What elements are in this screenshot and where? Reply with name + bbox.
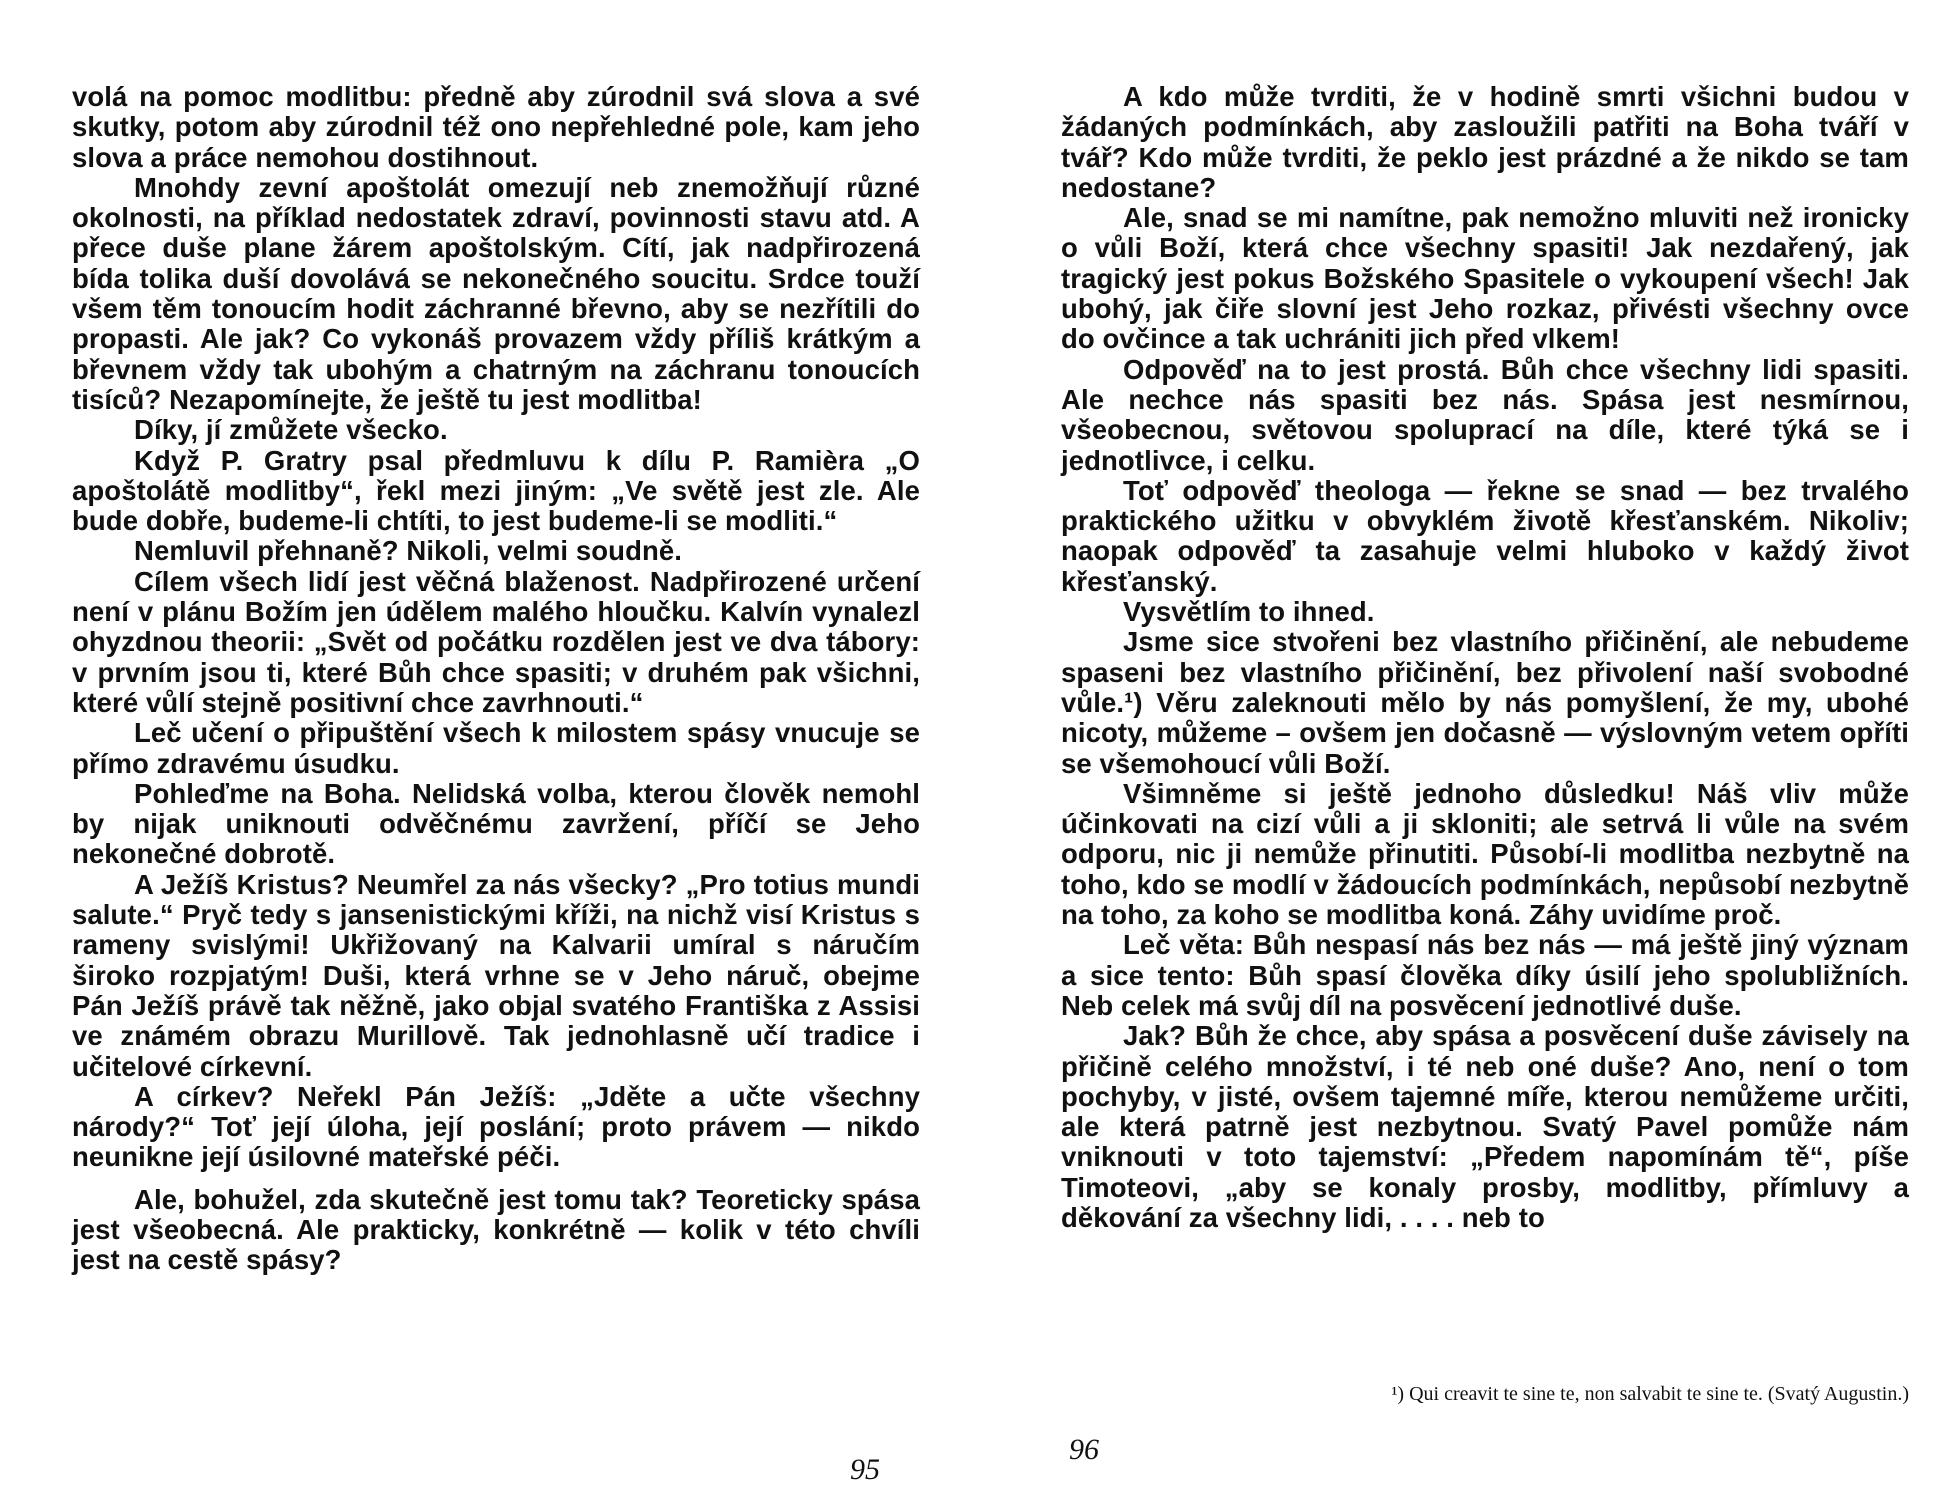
paragraph: A církev? Neřekl Pán Ježíš: „Jděte a učte všechny národy?“ Toť její úloha, její poslání; proto právem — nikdo neunikne její úsilovné mateřské péči. [72,1080,920,1173]
paragraph: Nemluvil přehnaně? Nikoli, velmi soudně. [134,535,683,567]
right-page [979,0,1958,1500]
paragraph: Jak? Bůh že chce, aby spása a posvěcení duše závisely na přičině celého množství, i té neb oné duše? Ano, není o tom pochyby, v jisté, ovšem tajemné míře, kterou nemůžeme určiti, ale která patrně jest nezbytnou. Svatý Pavel pomůže nám vniknouti v toto tajemství: „Předem napomínám tě“, píše Timoteovi, „aby se konaly prosby, modlitby, přímluvy a děkování za všechny lidi, . . . . neb to [1061,1020,1909,1233]
page-number: 96 [1069,1433,1099,1466]
paragraph: Všimněme si ještě jednoho důsledku! Náš vliv může účinkovati na cizí vůli a ji skloniti; ale setrvá li vůle na svém odporu, nic ji nemůže přinutiti. Působí-li modlitba nezbytně na toho, kdo se modlí v žádoucích podmínkách, nepůsobí nezbytně na toho, za koho se modlitba koná. Záhy uvidíme proč. [1061,777,1909,931]
paragraph: A Ježíš Kristus? Neumřel za nás všecky? „Pro totius mundi salute.“ Pryč tedy s jansenistickými kříži, na nichž visí Kristus s rameny svislými! Ukřižovaný na Kalvarii umíral s náručím široko rozpjatým! Duši, která vrhne se v Jeho náruč, obejme Pán Ježíš právě tak něžně, jako objal svatého Františka z Assisi ve známém obrazu Murillově. Tak jednohlasně učí tradice i učitelové církevní. [72,868,920,1082]
paragraph: Vysvětlím to ihned. [1123,596,1375,628]
left-page-text [72,82,920,1276]
paragraph: Leč věta: Bůh nespasí nás bez nás — má ještě jiný význam a sice tento: Bůh spasí člověka díky úsilí jeho spolubližních. Neb celek má svůj díl na posvěcení jednotlivé duše. [1061,929,1909,1021]
paragraph: Ale, snad se mi namítne, pak nemožno mluviti než ironicky o vůli Boží, která chce všechny spasiti! Jak nezdařený, jak tragický jest pokus Božského Spasitele o vykoupení všech! Jak ubohý, jak čiře slovní jest Jeho rozkaz, přivésti všechny ovce do ovčince a tak uchrániti jich před vlkem! [1061,202,1909,355]
paragraph: Když P. Gratry psal předmluvu k dílu P. Ramièra „O apoštolátě modlitby“, řekl mezi jiným: „Ve světě jest zle. Ale bude dobře, budeme-li chtíti, to jest budeme-li se modliti.“ [72,444,920,537]
paragraph: Leč učení o připuštění všech k milostem spásy vnucuje se přímo zdravému úsudku. [72,717,920,779]
paragraph: volá na pomoc modlitbu: předně aby zúrodnil svá slova a své skutky, potom aby zúrodnil též ono nepřehledné pole, kam jeho slova a práce nemohou dostihnout. [72,81,920,173]
paragraph: Toť odpověď theologa — řekne se snad — bez trvalého praktického užitku v obvyklém životě křesťanském. Nikoliv; naopak odpověď ta zasahuje velmi hluboko v každý život křesťanský. [1061,474,1909,597]
paragraph: Pohleďme na Boha. Nelidská volba, kterou člověk nemohl by nijak uniknouti odvěčnému zavržení, příčí se Jeho nekonečné dobrotě. [72,777,920,870]
paragraph: Mnohdy zevní apoštolát omezují neb znemožňují různé okolnosti, na příklad nedostatek zdraví, povinnosti stavu atd. A přece duše plane žárem apoštolským. Cítí, jak nadpřirozená bída tolika duší dovolává se nekonečného soucitu. Srdce touží všem těm tonoucím hodit záchranné břevno, aby se nezřítili do propasti. Ale jak? Co vykonáš provazem vždy příliš krátkým a břevnem vždy tak ubohým a chatrným na záchranu tonoucích tisíců? Nezapomínejte, že ještě tu jest modlitba! [72,171,920,415]
paragraph: Díky, jí zmůžete všecko. [134,414,448,446]
paragraph: A kdo může tvrditi, že v hodině smrti všichni budou v žádaných podmínkách, aby zasloužili patřiti na Boha tváří v tvář? Kdo může tvrditi, že peklo jest prázdné a že nikdo se tam nedostane? [1061,81,1909,203]
page-number: 95 [850,1453,880,1486]
paragraph: Cílem všech lidí jest věčná blaženost. Nadpřirozené určení není v plánu Božím jen údělem malého hloučku. Kalvín vynalezl ohyzdnou theorii: „Svět od počátku rozdělen jest ve dva tábory: v prvním jsou ti, které Bůh chce spasiti; v druhém pak všichni, které vůlí stejně positivní chce zavrhnouti.“ [72,565,920,718]
footnote: ¹) Qui creavit te sine te, non salvabit te sine te. (Svatý Augustin.) [1391,1383,1909,1405]
paragraph: Odpověď na to jest prostá. Bůh chce všechny lidi spasiti. Ale nechce nás spasiti bez nás. Spása jest nesmírnou, všeobecnou, světovou spoluprací na díle, které týká se i jednotlivce, i celku. [1061,353,1909,476]
right-page-text [1061,82,1909,1233]
paragraph: Ale, bohužel, zda skutečně jest tomu tak? Teoreticky spása jest všeobecná. Ale prakticky, konkrétně — kolik v této chvíli jest na cestě spásy? [72,1183,920,1276]
paragraph: Jsme sice stvořeni bez vlastního přičinění, ale nebudeme spaseni bez vlastního přičinění, bez přivolení naší svobodné vůle.¹) Věru zaleknouti mělo by nás pomyšlení, že my, ubohé nicoty, můžeme – ovšem jen dočasně — výslovným vetem opříti se všemohoucí vůli Boží. [1061,626,1909,779]
